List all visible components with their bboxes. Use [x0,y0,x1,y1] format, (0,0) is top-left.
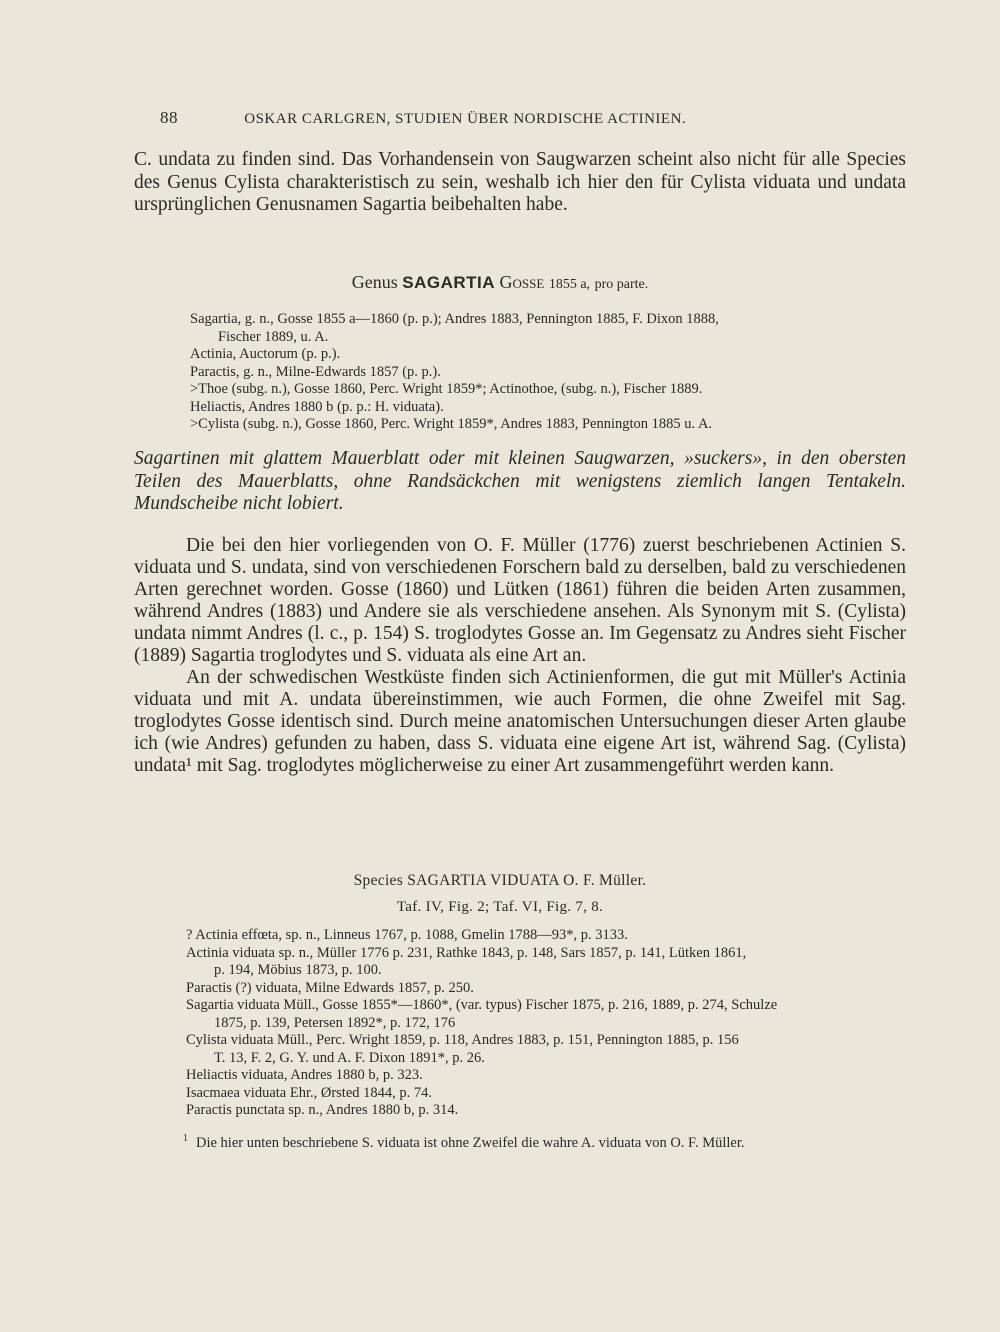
genus-synonym-list [190,311,910,434]
species-synonym-line: Cylista viduata Müll., Perc. Wright 1859, p. 118, Andres 1883, p. 151, Pennington 1885, p. 156 [186,1032,739,1048]
intro-paragraph-text: C. undata zu finden sind. Das Vorhandensein von Saugwarzen scheint also nicht für alle Species des Genus Cylista charakteristisch zu sein, weshalb ich hier den für Cylista viduata und undata ursprünglichen Genusnamen Sagartia beibehalten habe. [134,149,906,215]
genus-author: Gosse [499,272,545,292]
genus-year: 1855 a, [548,277,591,292]
intro-paragraph [134,149,906,217]
genus-diagnosis: Sagartinen mit glattem Mauerblatt oder mit kleinen Saugwarzen, »suckers», in den obersten Teilen des Mauerblatts, ohne Randsäckchen mit wenigstens ziemlich langen Tentakeln. Mundscheibe nicht lobiert. [134,448,906,514]
species-synonym-line: Paractis punctata sp. n., Andres 1880 b, p. 314. [186,1102,459,1118]
species-synonym-line: Heliactis viduata, Andres 1880 b, p. 323. [186,1067,423,1083]
genus-synonym-line: Paractis, g. n., Milne-Edwards 1857 (p. p.). [190,363,441,380]
genus-synonym-line: Actinia, Auctorum (p. p.). [190,346,341,362]
species-synonym-line: 1875, p. 139, Petersen 1892*, p. 172, 176 [214,1014,456,1031]
discussion [134,535,906,777]
species-synonym-line: Paractis (?) viduata, Milne Edwards 1857, p. 250. [186,979,474,996]
species-heading [0,872,1000,916]
species-synonym-line: T. 13, F. 2, G. Y. und A. F. Dixon 1891*, p. 26. [214,1049,485,1066]
species-synonym-list [186,927,906,1120]
species-synonym-line: Sagartia viduata Müll., Gosse 1855*—1860*, (var. typus) Fischer 1875, p. 216, 1889, p. 274, Schulze [186,997,778,1013]
genus-heading-prefix: Genus [351,272,398,292]
genus-note: pro parte. [594,277,649,292]
paragraph-2: An der schwedischen Westküste finden sich Actinienformen, die gut mit Müller's Actinia viduata und mit A. undata übereinstimmen, wie auch Formen, die ohne Zweifel mit Sag. troglodytes Gosse identisch sind. Durch meine anatomischen Untersuchungen dieser Arten glaube ich (wie Andres) gefunden zu haben, dass S. viduata eine eigene Art ist, während Sag. (Cylista) undata¹ mit Sag. troglodytes möglicherweise zu einer Art zusammengeführt werden kann. [134,667,906,776]
species-synonym-line: Actinia viduata sp. n., Müller 1776 p. 231, Rathke 1843, p. 148, Sars 1857, p. 141, Lütken 1861, [186,944,747,961]
footnote [183,1133,903,1152]
species-synonym-line: p. 194, Möbius 1873, p. 100. [214,962,382,978]
species-title: Species SAGARTIA VIDUATA O. F. Müller. [353,872,647,889]
genus-synonym-line: Fischer 1889, u. A. [218,328,329,345]
genus-synonym-line: Sagartia, g. n., Gosse 1855 a—1860 (p. p.); Andres 1883, Pennington 1885, F. Dixon 1888, [190,311,719,327]
species-synonym-line: Isacmaea viduata Ehr., Ørsted 1844, p. 74. [186,1084,433,1101]
running-title: OSKAR CARLGREN, STUDIEN ÜBER NORDISCHE ACTINIEN. [244,111,687,127]
genus-heading [0,272,1000,293]
paragraph-1: Die bei den hier vorliegenden von O. F. Müller (1776) zuerst beschriebenen Actinien S. viduata und S. undata, sind von verschiedenen Forschern bald zu derselben, bald zu verschiedenen Arten gerechnet worden. Gosse (1860) und Lütken (1861) führen die beiden Arten zusammen, während Andres (1883) und Andere sie als verschiedene ansehen. Als Synonym mit S. (Cylista) undata nimmt Andres (l. c., p. 154) S. troglodytes Gosse an. Im Gegensatz zu Andres sieht Fischer (1889) Sagartia troglodytes und S. viduata als eine Art an. [134,535,906,666]
genus-synonym-line: Heliactis, Andres 1880 b (p. p.: H. viduata). [190,398,444,415]
footnote-marker: 1 [183,1133,188,1144]
genus-name: SAGARTIA [402,273,496,292]
species-plates: Taf. IV, Fig. 2; Taf. VI, Fig. 7, 8. [396,899,604,915]
genus-synonym-line: >Thoe (subg. n.), Gosse 1860, Perc. Wright 1859*; Actinothoe, (subg. n.), Fischer 1889. [190,381,703,397]
running-header [160,108,760,128]
species-synonym-line: ? Actinia effœta, sp. n., Linneus 1767, p. 1088, Gmelin 1788—93*, p. 3133. [186,927,628,943]
genus-synonym-line: >Cylista (subg. n.), Gosse 1860, Perc. Wright 1859*, Andres 1883, Pennington 1885 u. A. [190,416,713,432]
page-number: 88 [160,108,178,127]
footnote-text: Die hier unten beschriebene S. viduata ist ohne Zweifel die wahre A. viduata von O. F. Müller. [196,1134,745,1151]
